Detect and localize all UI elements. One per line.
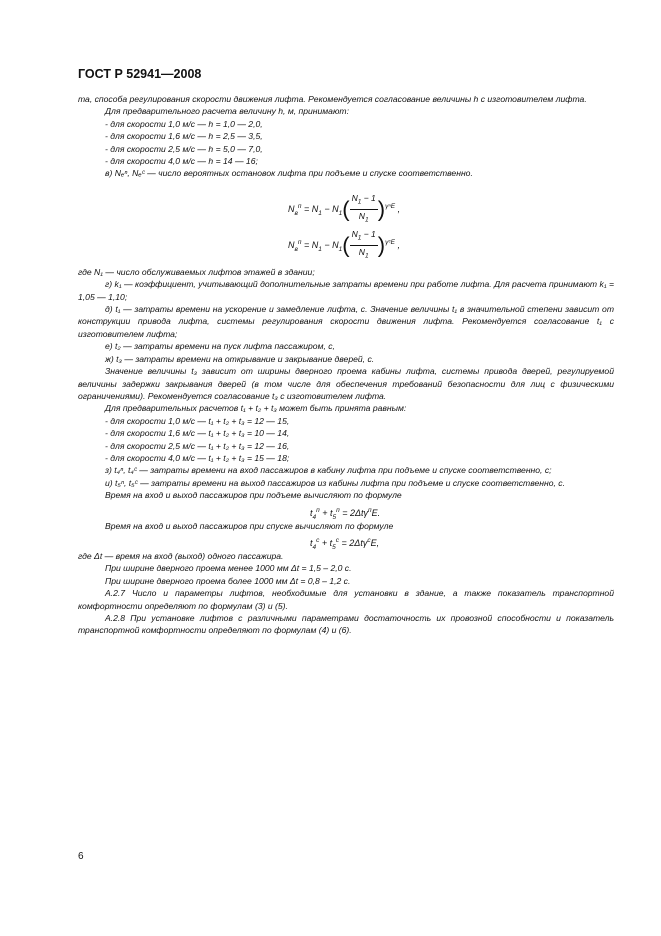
list-item: - для скорости 4,0 м/с — t₁ + t₂ + t₃ = 15 — 18; <box>105 452 290 463</box>
paragraph: е) t₂ — затраты времени на пуск лифта пассажиром, с, <box>105 341 335 352</box>
formula-time-up: $t_4^п + t_5^п = 2\Delta t\gamma^пE$. <box>310 506 381 521</box>
list-item: - для скорости 1,0 м/с — t₁ + t₂ + t₃ = 12 — 15, <box>105 415 290 426</box>
paragraph: Время на вход и выход пассажиров при подъеме вычисляют по формуле <box>105 490 402 501</box>
paragraph: Для предварительных расчетов t₁ + t₂ + t₃ может быть принята равным: <box>105 403 407 414</box>
paragraph: д) t₁ — затраты времени на ускорение и замедление лифта, с. Значение величины t₁ в значительной степени зависит от конструкции привода лифта, системы регулирования скорости движения лифта. Рекомендуется согласование t₁ с изготовителем лифта; <box>78 304 614 339</box>
paragraph: где N₁ — число обслуживаемых лифтов этажей в здании; <box>78 266 315 277</box>
paragraph: Для предварительного расчета величину h, м, принимают: <box>105 106 349 117</box>
list-item: - для скорости 4,0 м/с — h = 14 — 16; <box>105 156 258 167</box>
formula-ne-down: $N_в^п = N_1 - N_1$( $\frac{N_1 - 1}{N_1}$ )$^{\gamma ᶜE}$ , <box>288 228 401 260</box>
page-number: 6 <box>78 851 84 862</box>
formula-time-down: $t_4^с + t_5^с = 2\Delta t\gamma^сE$, <box>310 536 380 551</box>
paragraph: в) Nₑⁿ, Nₑᶜ — число вероятных остановок лифта при подъеме и спуске соответственно. <box>105 168 473 179</box>
paragraph: з) t₄ⁿ, t₄ᶜ — затраты времени на вход пассажиров в кабину лифта при подъеме и спуске соответственно, с; <box>105 465 552 476</box>
list-item: - для скорости 2,5 м/с — t₁ + t₂ + t₃ = 12 — 16, <box>105 440 290 451</box>
paragraph: При ширине дверного проема более 1000 мм Δt = 0,8 – 1,2 с. <box>105 575 351 586</box>
list-item: - для скорости 2,5 м/с — h = 5,0 — 7,0, <box>105 143 263 154</box>
paragraph: Значение величины t₃ зависит от ширины дверного проема кабины лифта, системы привода дверей, регулируемой величины задержки закрывания дверей (в том числе для обеспечения требований безопасности для лиц с физическими ограничениями). Рекомендуется согласование t₃ с изготовителем лифта. <box>78 366 614 401</box>
paragraph: где Δt — время на вход (выход) одного пассажира. <box>78 550 284 561</box>
list-item: - для скорости 1,6 м/с — h = 2,5 — 3,5, <box>105 131 263 142</box>
paragraph: При ширине дверного проема менее 1000 мм Δt = 1,5 – 2,0 с. <box>105 563 352 574</box>
list-item: - для скорости 1,6 м/с — t₁ + t₂ + t₃ = 10 — 14, <box>105 428 290 439</box>
document-header: ГОСТ Р 52941—2008 <box>78 67 202 81</box>
paragraph: г) k₁ — коэффициент, учитывающий дополнительные затраты времени при работе лифта. Для расчета принимают k₁ = 1,05 — 1,10; <box>78 279 614 302</box>
formula-ne-up: $N_в^п = N_1 - N_1$( $\frac{N_1 - 1}{N_1}$ )$^{\gamma^nE}$ , <box>288 192 401 224</box>
paragraph: Время на вход и выход пассажиров при спуске вычисляют по формуле <box>105 520 394 531</box>
list-item: - для скорости 1,0 м/с — h = 1,0 — 2,0, <box>105 118 263 129</box>
paragraph: та, способа регулирования скорости движения лифта. Рекомендуется согласование величины h с изготовителем лифта. <box>78 94 587 104</box>
paragraph: ж) t₃ — затраты времени на открывание и закрывание дверей, с. <box>105 353 375 364</box>
document-body <box>78 93 614 637</box>
paragraph: и) t₅ⁿ, t₅ᶜ — затраты времени на выход пассажиров из кабины лифта при подъеме и спуске соответственно, с. <box>105 477 565 488</box>
paragraph: А.2.7 Число и параметры лифтов, необходимые для установки в здание, а также показатель транспортной комфортности определяют по формулам (3) и (5). <box>78 588 614 611</box>
paragraph: А.2.8 При установке лифтов с различными параметрами достаточность их провозной способности и показатель транспортной комфортности определяют по формулам (4) и (6). <box>78 613 614 636</box>
